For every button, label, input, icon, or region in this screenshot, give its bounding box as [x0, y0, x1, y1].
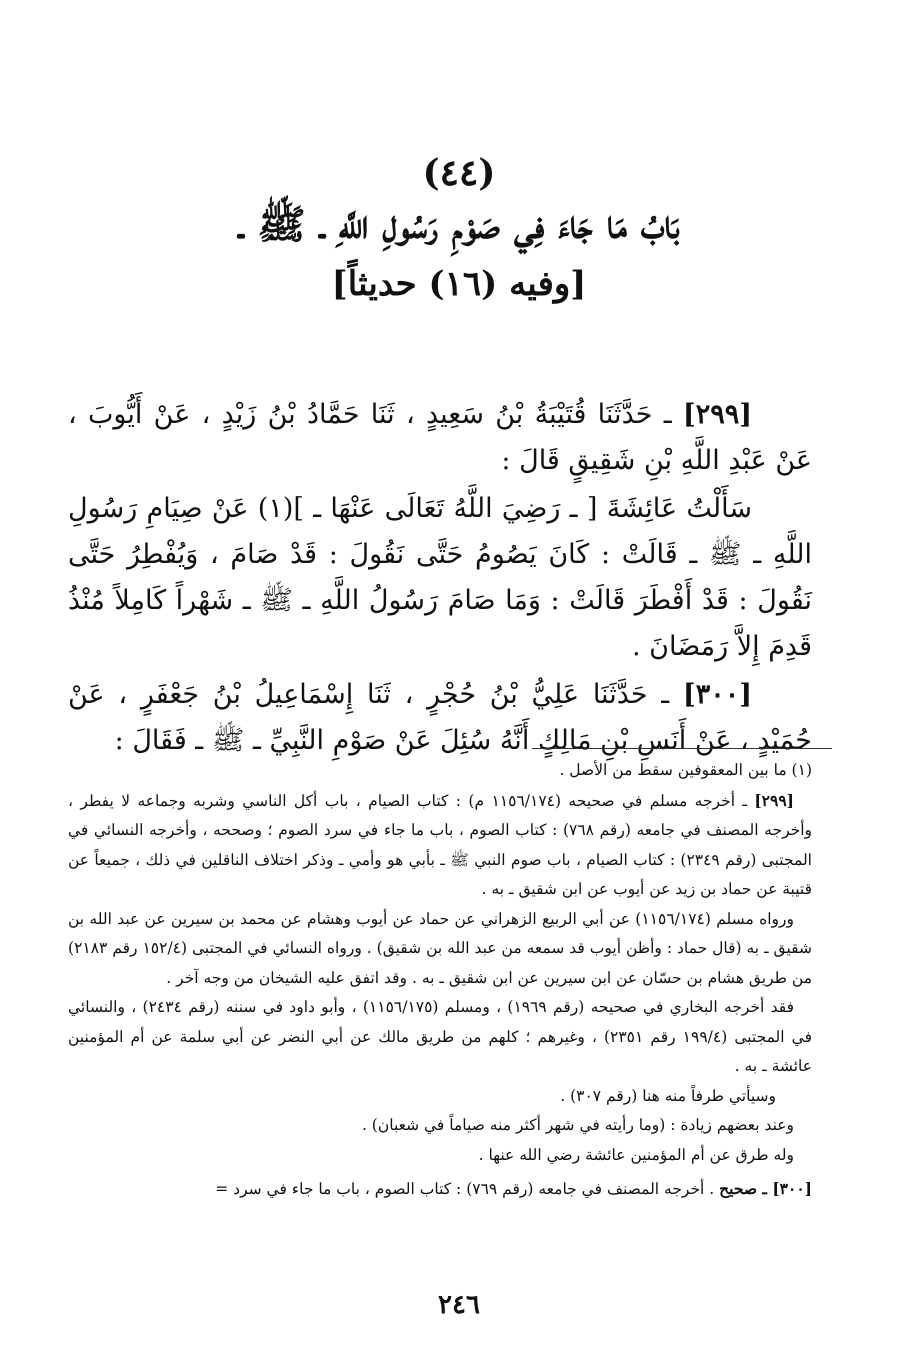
footnotes	[68, 756, 812, 1205]
takhrij-299-p3: فقد أخرجه البخاري في صحيحه (رقم ١٩٦٩) ، ومسلم (١١٥٦/١٧٥) ، وأبو داود في سننه (رقم ٢٤٣٤) ، والنسائي في المجتبى (١٩٩/٤ رقم ٢٣٥١) ، وغيرهم ؛ كلهم من طريق مالك عن أبي النضر عن أبي سلمة عن أم المؤمنين عائشة ـ به .	[68, 998, 812, 1075]
hadith-299-matn: سَأَلْتُ عَائِشَةَ [ ـ رَضِيَ اللَّهُ تَعَالَى عَنْهَا ـ ](١) عَنْ صِيَامِ رَسُولِ اللَّهِ ـ ﷺ ـ قَالَتْ : كَانَ يَصُومُ حَتَّى نَقُولَ : قَدْ صَامَ ، وَيُفْطِرُ حَتَّى نَقُولَ : قَدْ أَفْطَرَ قَالَتْ : وَمَا صَامَ رَسُولُ اللَّهِ ـ ﷺ ـ شَهْراً كَامِلاً مُنْذُ قَدِمَ إِلاَّ رَمَضَانَ .	[68, 493, 812, 662]
hadith-300-isnad	[68, 672, 812, 764]
hadith-number: [٢٩٩]	[682, 399, 752, 430]
chapter-title: بَابُ مَا جَاءَ فِي صَوْمِ رَسُولِ اللَّهِ ـ ﷺ ـ	[238, 201, 680, 248]
chapter-subtitle: [وفيه (١٦) حديثاً]	[331, 264, 587, 304]
footnote-1: (١) ما بين المعقوفين سقط من الأصل .	[559, 761, 812, 779]
takhrij-number: [٣٠٠]	[772, 1179, 812, 1198]
hadith-number: [٣٠٠]	[682, 679, 752, 710]
main-text	[68, 392, 812, 766]
takhrij-299-p2: ورواه مسلم (١١٥٦/١٧٤) عن أبي الربيع الزهراني عن حماد عن أيوب وهشام عن محمد بن سيرين عن عبد الله بن شقيق ـ به (قال حماد : وأظن أيوب قد سمعه من عبد الله بن شقيق) . ورواه النسائي في المجتبى (١٥٢/٤ رقم ٢١٨٣) من طريق هشام بن حسّان عن ابن سيرين عن ابن شقيق ـ به . وقد اتفق عليه الشيخان من وجه آخر .	[68, 909, 812, 987]
hadith-isnad: ـ حَدَّثَنَا قُتَيْبَةُ بْنُ سَعِيدٍ ، ثَنَا حَمَّادُ بْنُ زَيْدٍ ، عَنْ أَيُّوبَ ، عَنْ عَبْدِ اللَّهِ بْنِ شَقِيقٍ قَالَ :	[68, 399, 812, 476]
takhrij-number: [٢٩٩]	[754, 790, 794, 810]
takhrij-text: . أخرجه المصنف في جامعه (رقم ٧٦٩) : كتاب الصوم ، باب ما جاء في سرد =	[215, 1180, 720, 1198]
takhrij-299-p4: وسيأتي طرفاً منه هنا (رقم ٣٠٧) .	[560, 1086, 776, 1105]
takhrij-299-p6: وله طرق عن أم المؤمنين عائشة رضي الله عنها .	[478, 1145, 794, 1164]
takhrij-299-p5: وعند بعضهم زيادة : (وما رأيته في شهر أكثر منه صياماً في شعبان) .	[361, 1116, 794, 1134]
hadith-isnad: ـ حَدَّثَنَا عَلِيُّ بْنُ حُجْرٍ ، ثَنَا إِسْمَاعِيلُ بْنُ جَعْفَرٍ ، عَنْ حُمَيْدٍ ، عَنْ أَنَسِ بْنِ مَالِكٍ أَنَّهُ سُئِلَ عَنْ صَوْمِ النَّبِيِّ ـ ﷺ ـ فَقَالَ :	[68, 679, 812, 756]
hadith-299-isnad	[68, 392, 812, 484]
footnote-divider	[532, 748, 832, 749]
takhrij-text: ـ أخرجه مسلم في صحيحه (١١٥٦/١٧٤ م) : كتاب الصيام ، باب أكل الناسي وشربه وجماعه لا يفطر ، وأخرجه المصنف في جامعه (رقم ٧٦٨) : كتاب الصوم ، باب ما جاء في سرد الصوم ؛ وصححه ، وأخرجه النسائي في المجتبى (رقم ٢٣٤٩) : كتاب الصيام ، باب صوم النبي ﷺ ـ بأبي هو وأمي ـ وذكر اختلاف الناقلين في ذلك ، جميعاً عن قتيبة عن حماد بن زيد عن أيوب عن ابن شقيق ـ به .	[68, 791, 812, 898]
page-number: ٢٤٦	[438, 1290, 480, 1320]
chapter-number: (٤٤)	[422, 152, 496, 194]
takhrij-grade: ـ صحيح	[719, 1179, 773, 1198]
takhrij-300	[68, 1174, 812, 1205]
takhrij-299	[68, 786, 812, 905]
